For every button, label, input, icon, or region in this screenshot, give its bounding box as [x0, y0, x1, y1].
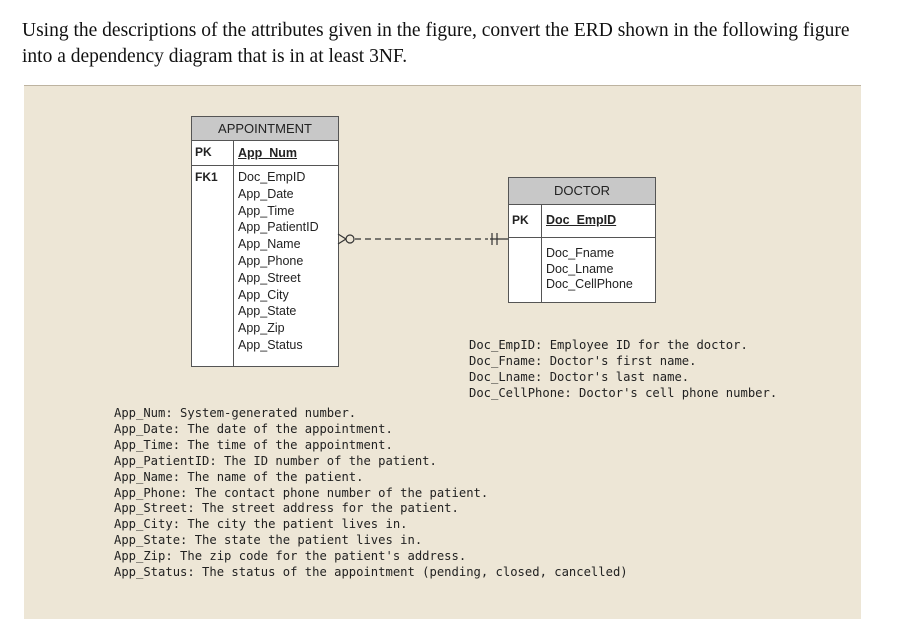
- appointment-attribute: Doc_EmpID: [238, 170, 306, 184]
- appointment-description-line: App_Street: The street address for the patient.: [114, 501, 459, 516]
- appointment-attribute: App_PatientID: [238, 220, 319, 235]
- appointment-description-line: App_City: The city the patient lives in.: [114, 517, 408, 532]
- appointment-description-line: App_Phone: The contact phone number of the patient.: [114, 485, 489, 500]
- appointment-attribute: App_Phone: [238, 253, 304, 268]
- appointment-fk-label: FK1: [192, 166, 234, 366]
- doctor-pk-label: PK: [509, 205, 542, 237]
- appointment-attribute: App_City: [238, 287, 289, 302]
- doctor-pk-attr: Doc_EmpID: [546, 213, 617, 227]
- appointment-description-line: App_State: The state the patient lives in.: [114, 533, 423, 548]
- doctor-attribute: Doc_CellPhone: [546, 277, 633, 291]
- doctor-description-line: Doc_CellPhone: Doctor's cell phone number.: [469, 385, 778, 400]
- appointment-attribute: App_Name: [238, 237, 301, 252]
- doctor-attribute: Doc_Lname: [546, 261, 614, 276]
- erd-figure: [24, 85, 861, 619]
- appointment-attribute: App_Time: [238, 203, 295, 218]
- appointment-description-line: App_Num: System-generated number.: [114, 406, 357, 420]
- appointment-description-line: App_Status: The status of the appointment (pending, closed, cancelled): [114, 565, 628, 580]
- appointment-description-line: App_Date: The date of the appointment.: [114, 421, 393, 436]
- appointment-attribute: App_Status: [238, 337, 303, 352]
- appointment-pk-label: PK: [192, 141, 234, 165]
- appointment-attribute: App_Date: [238, 186, 294, 201]
- appointment-attribute: App_Zip: [238, 321, 285, 336]
- doctor-description-line: Doc_Lname: Doctor's last name.: [469, 369, 690, 384]
- appointment-description-line: App_Name: The name of the patient.: [114, 469, 364, 484]
- doctor-description-line: Doc_Fname: Doctor's first name.: [469, 353, 697, 368]
- doctor-attribute: Doc_Fname: [546, 246, 615, 260]
- question-text: Using the descriptions of the attributes given in the figure, convert the ERD shown in the following figure into a dependency diagram that is in at least 3NF.: [22, 20, 850, 67]
- appointment-pk-attr: App_Num: [238, 146, 298, 160]
- appointment-description-line: App_PatientID: The ID number of the patient.: [114, 453, 437, 468]
- appointment-description-line: App_Zip: The zip code for the patient's address.: [114, 549, 467, 564]
- appointment-descriptions: [114, 406, 628, 581]
- appointment-attribute: App_Street: [238, 270, 301, 285]
- appointment-description-line: App_Time: The time of the appointment.: [114, 437, 393, 452]
- appointment-title: APPOINTMENT: [192, 117, 338, 141]
- doctor-descriptions: [469, 338, 777, 402]
- doctor-title: DOCTOR: [509, 178, 655, 205]
- appointment-attribute: App_State: [238, 304, 297, 319]
- doctor-description-line: Doc_EmpID: Employee ID for the doctor.: [469, 338, 748, 352]
